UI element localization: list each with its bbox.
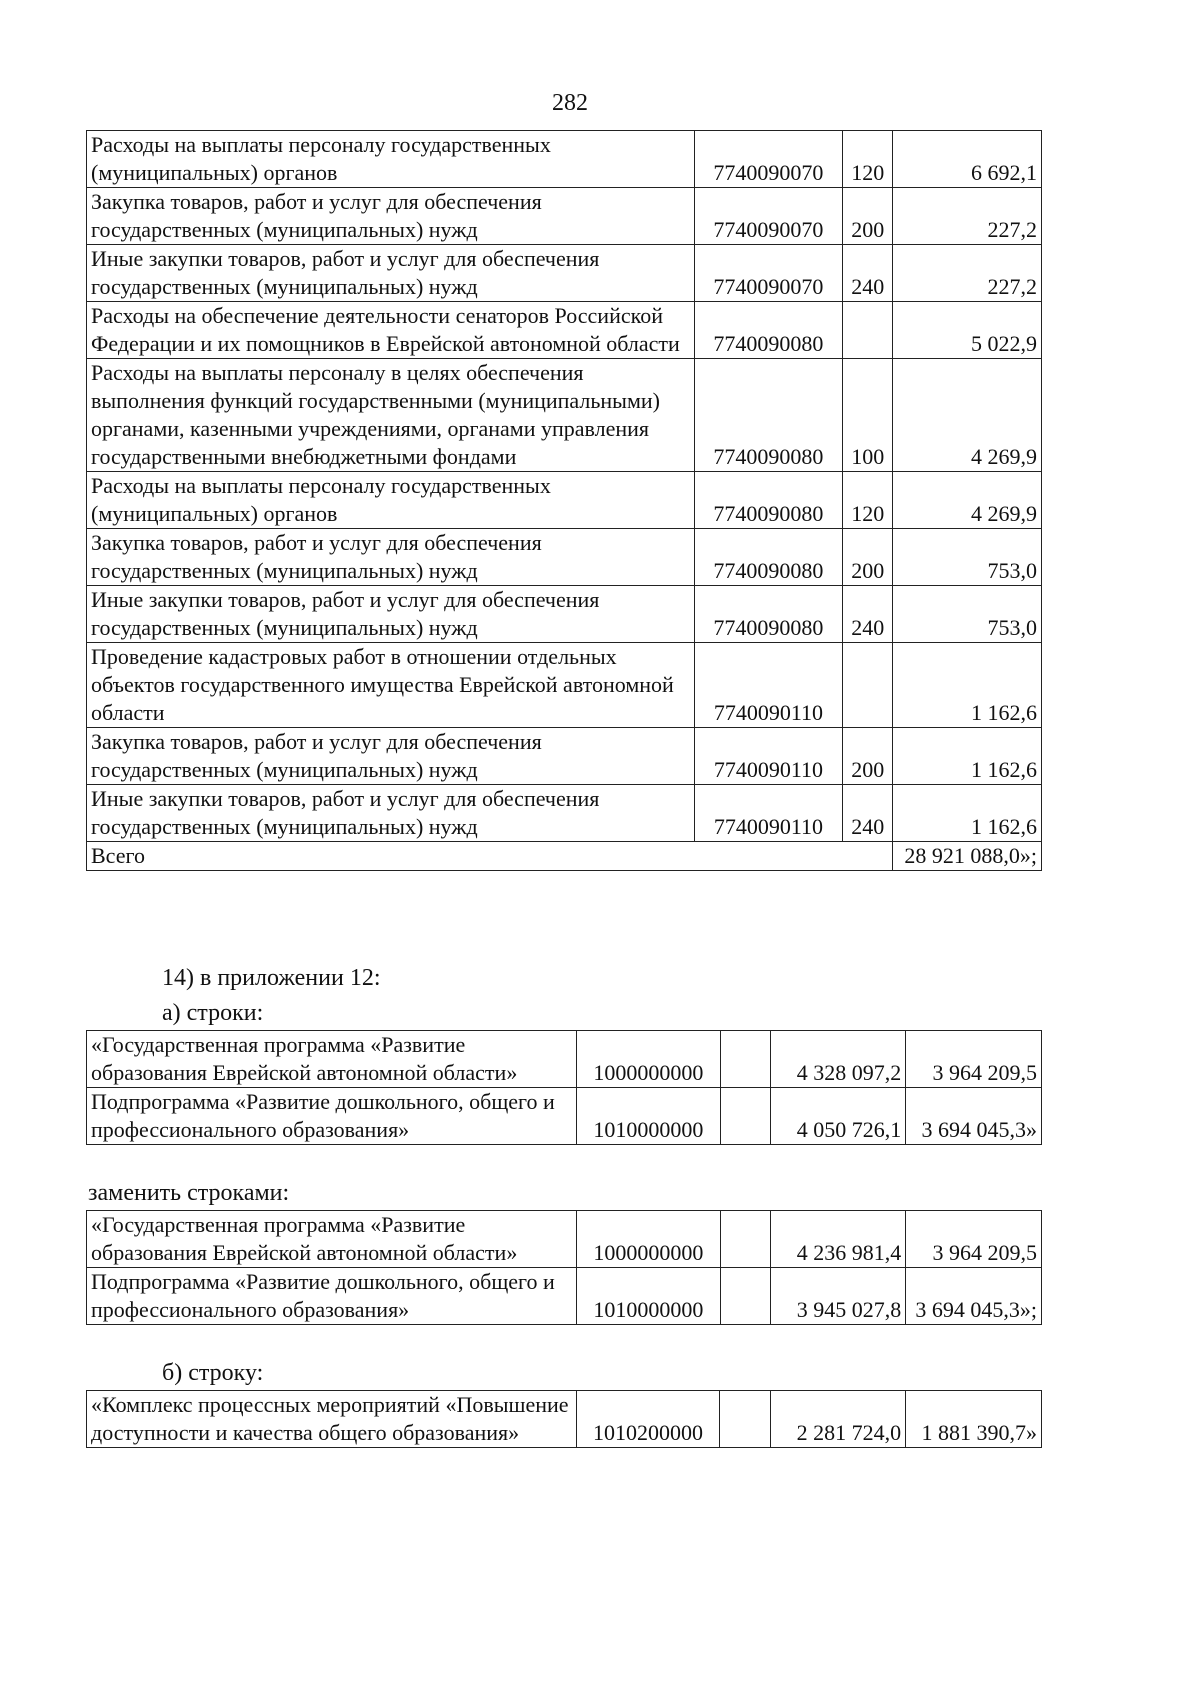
amount-year-1-cell: 2 281 724,0 [770, 1391, 906, 1448]
expense-name-cell: Закупка товаров, работ и услуг для обеспечения государственных (муниципальных) нужд [87, 188, 695, 245]
expense-name-cell: Расходы на выплаты персоналу государственных (муниципальных) органов [87, 472, 695, 529]
amount-year-2-cell: 3 964 209,5 [906, 1211, 1042, 1268]
target-code-cell: 7740090070 [694, 245, 843, 302]
expense-name-cell: Иные закупки товаров, работ и услуг для обеспечения государственных (муниципальных) нужд [87, 785, 695, 842]
table-row [87, 302, 1042, 359]
replace-heading: заменить строками: [88, 1180, 290, 1206]
table-row [87, 1268, 1042, 1325]
budget-table [86, 130, 1042, 871]
expense-type-cell: 240 [843, 785, 893, 842]
expense-name-cell: Расходы на выплаты персоналу в целях обеспечения выполнения функций государственными (муниципальными) органами, казенными учреждениями, органами управления государственными внебюджетными фондами [87, 359, 695, 472]
table-row [87, 643, 1042, 728]
expense-name-cell: Расходы на выплаты персоналу государственных (муниципальных) органов [87, 131, 695, 188]
table-row [87, 728, 1042, 785]
amount-cell: 753,0 [893, 586, 1042, 643]
table-row [87, 188, 1042, 245]
program-code-cell: 1000000000 [577, 1031, 721, 1088]
section-heading: 14) в приложении 12: [162, 965, 381, 991]
expense-type-cell [720, 1088, 770, 1145]
target-code-cell: 7740090080 [694, 529, 843, 586]
target-code-cell: 7740090080 [694, 472, 843, 529]
target-code-cell: 7740090080 [694, 302, 843, 359]
expense-type-cell [843, 302, 893, 359]
amount-cell: 1 162,6 [893, 728, 1042, 785]
expense-type-cell: 200 [843, 188, 893, 245]
expense-type-cell: 240 [843, 245, 893, 302]
program-name-cell: «Государственная программа «Развитие образования Еврейской автономной области» [87, 1211, 577, 1268]
table-row [87, 131, 1042, 188]
page-number: 282 [552, 90, 588, 116]
expense-name-cell: Проведение кадастровых работ в отношении отдельных объектов государственного имущества Еврейской автономной области [87, 643, 695, 728]
amount-cell: 5 022,9 [893, 302, 1042, 359]
amount-year-1-cell: 4 050 726,1 [770, 1088, 905, 1145]
expense-name-cell: Закупка товаров, работ и услуг для обеспечения государственных (муниципальных) нужд [87, 728, 695, 785]
amount-year-2-cell: 3 694 045,3» [906, 1088, 1042, 1145]
expense-type-cell [720, 1268, 770, 1325]
expense-type-cell: 120 [843, 131, 893, 188]
program-name-cell: Подпрограмма «Развитие дошкольного, общего и профессионального образования» [87, 1088, 577, 1145]
subsection-a-heading: а) строки: [162, 1000, 264, 1026]
target-code-cell: 7740090110 [694, 728, 843, 785]
rows-to-replace-table [86, 1030, 1042, 1145]
table-row [87, 529, 1042, 586]
amount-cell: 227,2 [893, 188, 1042, 245]
amount-year-1-cell: 4 328 097,2 [770, 1031, 905, 1088]
expense-type-cell [720, 1031, 770, 1088]
row-b-table [86, 1390, 1042, 1448]
program-name-cell: Подпрограмма «Развитие дошкольного, общего и профессионального образования» [87, 1268, 577, 1325]
program-name-cell: «Комплекс процессных мероприятий «Повышение доступности и качества общего образования» [87, 1391, 577, 1448]
amount-cell: 753,0 [893, 529, 1042, 586]
table-row [87, 1031, 1042, 1088]
target-code-cell: 7740090110 [694, 643, 843, 728]
expense-name-cell: Расходы на обеспечение деятельности сенаторов Российской Федерации и их помощников в Еврейской автономной области [87, 302, 695, 359]
expense-type-cell [720, 1211, 770, 1268]
amount-cell: 1 162,6 [893, 785, 1042, 842]
table-row [87, 472, 1042, 529]
table-row [87, 1391, 1042, 1448]
total-row [87, 842, 1042, 871]
program-code-cell: 1000000000 [577, 1211, 721, 1268]
expense-type-cell [720, 1391, 770, 1448]
total-label-cell: Всего [87, 842, 893, 871]
expense-name-cell: Иные закупки товаров, работ и услуг для обеспечения государственных (муниципальных) нужд [87, 586, 695, 643]
table-row [87, 1088, 1042, 1145]
subsection-b-heading: б) строку: [162, 1360, 264, 1386]
amount-year-2-cell: 3 694 045,3»; [906, 1268, 1042, 1325]
target-code-cell: 7740090110 [694, 785, 843, 842]
expense-type-cell: 200 [843, 728, 893, 785]
program-name-cell: «Государственная программа «Развитие образования Еврейской автономной области» [87, 1031, 577, 1088]
expense-type-cell: 200 [843, 529, 893, 586]
amount-cell: 227,2 [893, 245, 1042, 302]
expense-name-cell: Иные закупки товаров, работ и услуг для обеспечения государственных (муниципальных) нужд [87, 245, 695, 302]
expense-type-cell: 240 [843, 586, 893, 643]
target-code-cell: 7740090070 [694, 131, 843, 188]
target-code-cell: 7740090080 [694, 359, 843, 472]
expense-type-cell: 100 [843, 359, 893, 472]
program-code-cell: 1010000000 [577, 1088, 721, 1145]
table-row [87, 586, 1042, 643]
table-row [87, 785, 1042, 842]
program-code-cell: 1010000000 [577, 1268, 721, 1325]
target-code-cell: 7740090070 [694, 188, 843, 245]
table-row [87, 245, 1042, 302]
expense-name-cell: Закупка товаров, работ и услуг для обеспечения государственных (муниципальных) нужд [87, 529, 695, 586]
program-code-cell: 1010200000 [576, 1391, 720, 1448]
expense-type-cell: 120 [843, 472, 893, 529]
expense-type-cell [843, 643, 893, 728]
amount-year-1-cell: 3 945 027,8 [770, 1268, 905, 1325]
target-code-cell: 7740090080 [694, 586, 843, 643]
total-amount-cell: 28 921 088,0»; [893, 842, 1042, 871]
amount-year-1-cell: 4 236 981,4 [770, 1211, 905, 1268]
amount-cell: 4 269,9 [893, 472, 1042, 529]
table-row [87, 1211, 1042, 1268]
amount-cell: 4 269,9 [893, 359, 1042, 472]
amount-year-2-cell: 3 964 209,5 [906, 1031, 1042, 1088]
amount-cell: 1 162,6 [893, 643, 1042, 728]
amount-cell: 6 692,1 [893, 131, 1042, 188]
table-row [87, 359, 1042, 472]
replacement-rows-table [86, 1210, 1042, 1325]
amount-year-2-cell: 1 881 390,7» [906, 1391, 1042, 1448]
